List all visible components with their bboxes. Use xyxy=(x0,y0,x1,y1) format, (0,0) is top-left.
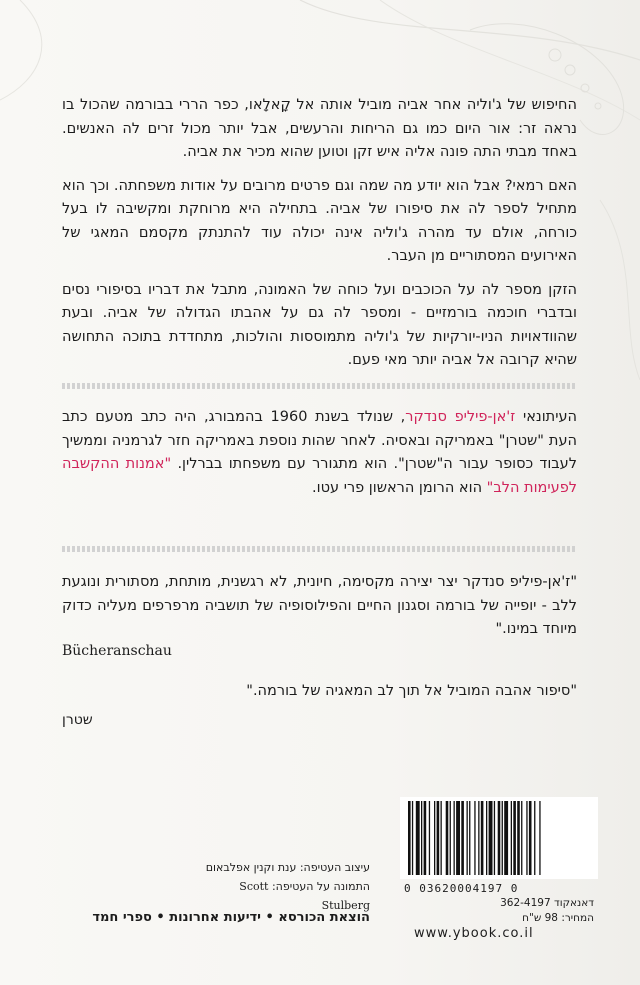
photographer-name: Scott Stulberg xyxy=(239,880,370,912)
barcode-bar xyxy=(412,801,413,875)
barcode-bar xyxy=(529,801,532,875)
publisher-website: www.ybook.co.il xyxy=(414,926,534,941)
barcode-bar xyxy=(416,801,420,875)
barcode-bar xyxy=(456,801,460,875)
barcode xyxy=(400,797,598,879)
price-label: המחיר: 98 ש"ח xyxy=(522,912,594,924)
barcode-bar xyxy=(498,801,501,875)
review-quote-2 xyxy=(62,680,577,704)
barcode-bar xyxy=(434,801,435,875)
barcode-bar xyxy=(517,801,520,875)
bio-text-1: , שנולד בשנת 1960 בהמבורג, היה כתב מטעם כתב העת "שטרן" באמריקה ובאסיה. לאחר שהות נוספת באמריקה חזר לגרמניה וממשיך לעבוד כסופר עבור ה"שטרן". הוא מתגורר עם משפחתו בברלין. xyxy=(62,409,578,472)
author-name: ז'אן-פיליפ סנדקר xyxy=(405,409,516,425)
synopsis-paragraph-3: הזקן מספר לה על הכוכבים ועל כוחה של האמונה, מתבל את דבריו בסיפורי נסים ובדברי חוכמה בורמזיים - ומספר לה גם על אהבתו הגדולה של אביה. ובעת שהוודאויות הניו-יורקיות של ג'וליה מתמוססות והולכות, מתחדדת בתוכה התחושה שהיא קרובה אל אביה יותר מאי פעם. xyxy=(62,281,577,368)
barcode-bar xyxy=(511,801,512,875)
review-quote-text: "ז'אן-פיליפ סנדקר יצר יצירה מקסימה, חיונית, לא רגשנית, מותחת, מסתורית ונוגעת ללב - יופייה של בורמה וסגנון החיים והפילוסופיה של תושביה מרפרפים מעליה כדוק מיוחד במינו." xyxy=(62,574,577,637)
barcode-bar xyxy=(504,801,508,875)
barcode-bar xyxy=(481,801,484,875)
barcode-bar xyxy=(539,801,540,875)
barcode-bar xyxy=(454,801,455,875)
barcode-bar xyxy=(424,801,427,875)
barcode-bar xyxy=(534,801,535,875)
bio-text-2: הוא הרומן הראשון פרי עטו. xyxy=(312,479,487,496)
barcode-bar xyxy=(526,801,527,875)
barcode-digits: 0 03620004197 0 xyxy=(404,882,519,895)
dotted-divider xyxy=(62,383,577,389)
cover-design-credit: עיצוב העטיפה: ענת וקנין אפלבאום xyxy=(205,861,370,874)
barcode-bar xyxy=(429,801,430,875)
barcode-bar xyxy=(478,801,479,875)
catalog-info xyxy=(404,896,594,926)
barcode-bar xyxy=(437,801,440,875)
review-quote-text: "סיפור אהבה המוביל אל תוך לב המאגיה של בורמה." xyxy=(246,683,577,699)
book-title: "אמנות ההקשבה לפעימות הלב" xyxy=(62,456,577,496)
barcode-bar xyxy=(494,801,495,875)
barcode-bar xyxy=(502,801,503,875)
barcode-bar xyxy=(486,801,487,875)
barcode-bar xyxy=(441,801,442,875)
barcode-bar xyxy=(461,801,464,875)
barcode-bar xyxy=(450,801,451,875)
cover-photo-label: התמונה על העטיפה: xyxy=(268,880,370,893)
dotted-divider xyxy=(62,546,577,552)
barcode-bar xyxy=(408,801,411,875)
barcode-bar xyxy=(521,801,522,875)
cover-credits xyxy=(190,858,370,915)
review-source-1: Bücheranschau xyxy=(62,643,172,659)
synopsis-blurb xyxy=(62,94,577,383)
publisher-line: הוצאת הכורסא • ידיעות אחרונות • ספרי חמד xyxy=(92,910,370,925)
barcode-bars xyxy=(400,797,598,879)
barcode-bar xyxy=(513,801,516,875)
review-source-2: שטרן xyxy=(62,712,93,728)
barcode-bar xyxy=(474,801,475,875)
synopsis-paragraph-2: האם רמאי? אבל הוא יודע מה שמה וגם פרטים מרובים על אודות משפחתה. וכך הוא מתחיל לספר לה את סיפורו של אביה. בתחילה היא מרוחקת ומקשיבה לו בעל כורחה, אולם עד מהרה ג'וליה אינה יכולה עוד להתנתק מקסמם המאגי של האירועים המסתוריים מן העבר. xyxy=(62,177,577,264)
author-bio xyxy=(62,406,577,500)
barcode-bar xyxy=(467,801,468,875)
bio-lead: העיתונאי xyxy=(515,409,577,425)
catalog-number: דאנאקוד 362-4197 xyxy=(500,897,594,909)
synopsis-paragraph-1: החיפוש של ג'וליה אחר אביה מוביל אותה אל קָאלָאו, כפר הררי בבורמה שהכול בו נראה זר: אור היום כמו גם הריחות והרעשים, אבל יותר מכול זרים לה האנשים. באחד מבתי התה פונה אליה איש זקן וטוען שהוא מכיר את אביה. xyxy=(62,97,577,160)
review-quote-1 xyxy=(62,571,577,642)
barcode-bar xyxy=(421,801,422,875)
barcode-bar xyxy=(446,801,449,875)
barcode-bar xyxy=(469,801,470,875)
barcode-bar xyxy=(489,801,493,875)
